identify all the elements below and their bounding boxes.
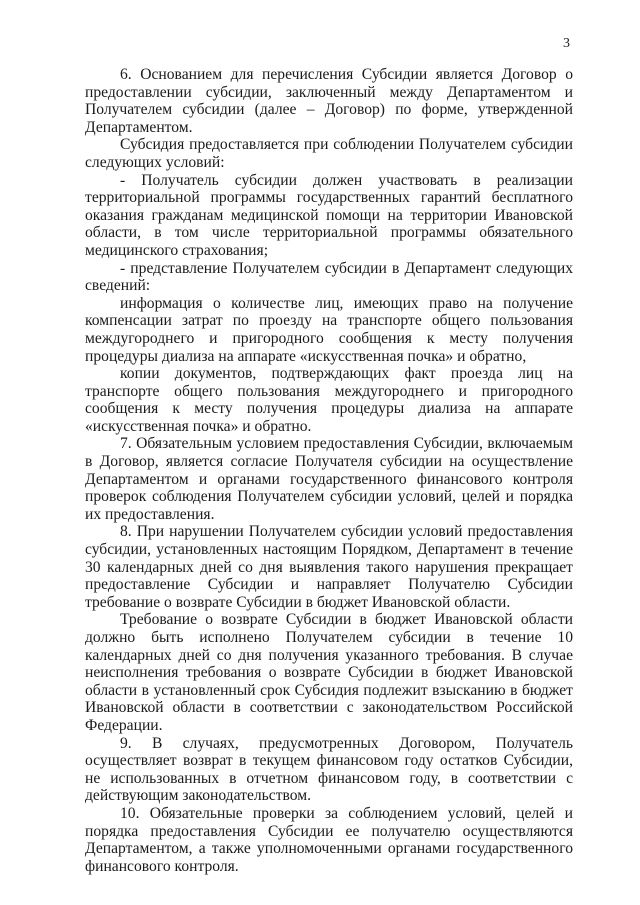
paragraph-document-copies: копии документов, подтверждающих факт проезда лиц на транспорте общего пользования междугороднего и пригородного сообщения к месту получения процедуры диализа на аппарате «искусственная почка» и обратно. [85, 365, 573, 435]
paragraph-7: 7. Обязательным условием предоставления Субсидии, включаемым в Договор, является согласие Получателя субсидии на осуществление Департаментом и органами государственного финансового контроля проверок соблюдения Получателем субсидии условий, целей и порядка их предоставления. [85, 435, 573, 523]
paragraph-6: 6. Основанием для перечисления Субсидии является Договор о предоставлении субсидии, заключенный между Департаментом и Получателем субсидии (далее – Договор) по форме, утвержденной Департаментом. [85, 66, 573, 136]
paragraph-9: 9. В случаях, предусмотренных Договором, Получатель осуществляет возврат в текущем финансовом году остатков Субсидии, не использованных в отчетном финансовом году, в соответствии с действующим законодательством. [85, 734, 573, 805]
paragraph-subsidy-conditions: Субсидия предоставляется при соблюдении Получателем субсидии следующих условий: [85, 136, 573, 171]
paragraph-refund-demand: Требование о возврате Субсидии в бюджет Ивановской области должно быть исполнено Получателем субсидии в течение 10 календарных дней со дня получения указанного требования. В случае неисполнения требования о возврате Субсидии в бюджет Ивановской области в установленный срок Субсидия подлежит взысканию в бюджет Ивановской области в соответствии с законодательством Российской Федерации. [85, 611, 573, 734]
paragraph-8: 8. При нарушении Получателем субсидии условий предоставления субсидии, установленных настоящим Порядком, Департамент в течение 30 календарных дней со дня выявления такого нарушения прекращает предоставление Субсидии и направляет Получателю Субсидии требование о возврате Субсидии в бюджет Ивановской области. [85, 523, 573, 611]
paragraph-info-count: информация о количестве лиц, имеющих право на получение компенсации затрат по проезду на транспорте общего пользования междугороднего и пригородного сообщения к месту получения процедуры диализа на аппарате «искусственная почка» и обратно, [85, 294, 573, 365]
document-body [85, 66, 573, 875]
page-number: 3 [563, 36, 570, 51]
paragraph-condition-info: - представление Получателем субсидии в Департамент следующих сведений: [85, 259, 573, 295]
paragraph-10: 10. Обязательные проверки за соблюдением условий, целей и порядка предоставления Субсидии ее получателю осуществляются Департаментом, а также уполномоченными органами государственного финансового контроля. [85, 804, 573, 875]
paragraph-condition-program: - Получатель субсидии должен участвовать в реализации территориальной программы государственных гарантий бесплатного оказания гражданам медицинской помощи на территории Ивановской области, в том числе территориальной программы обязательного медицинского страхования; [85, 171, 573, 259]
